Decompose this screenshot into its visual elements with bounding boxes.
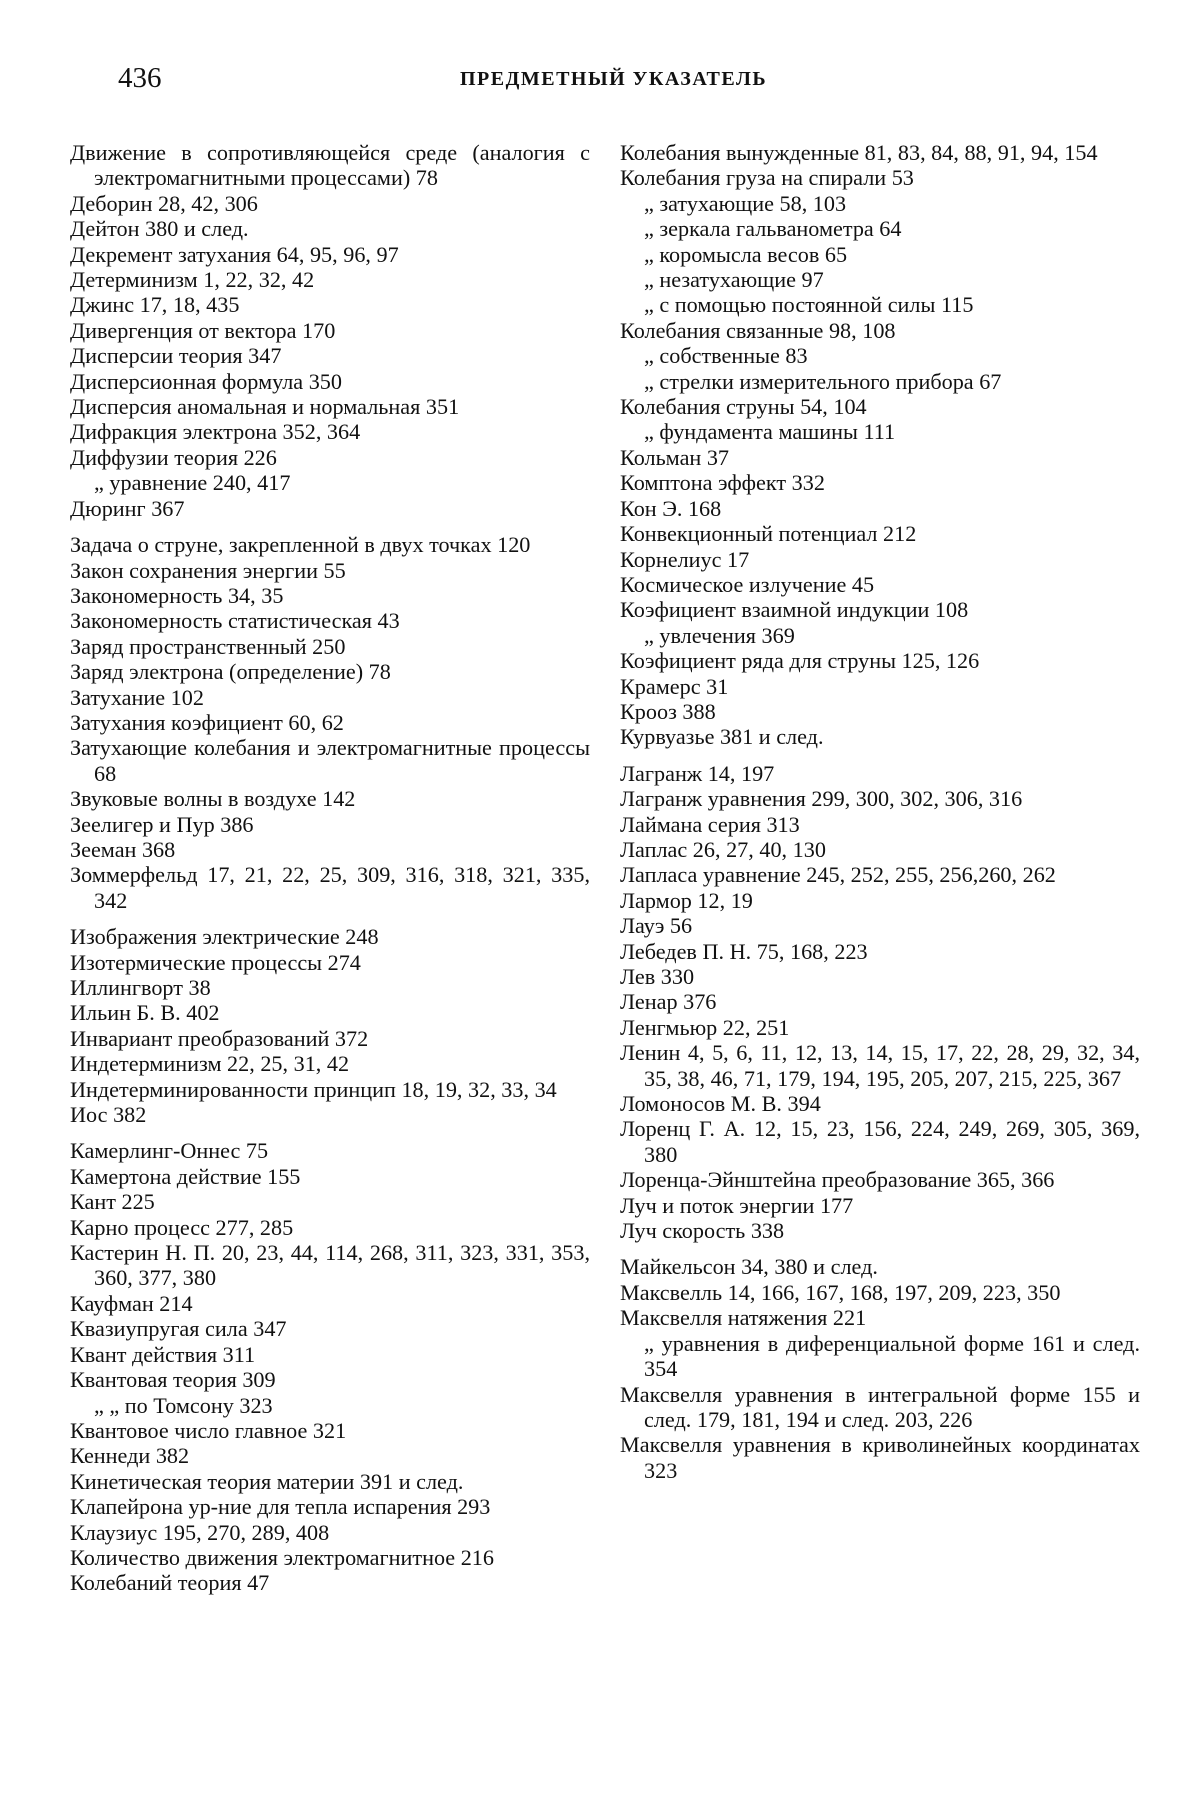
index-entry-text: Зоммерфельд 17, 21, 22, 25, 309, 316, 318, 321, 335, 342	[70, 862, 590, 913]
index-entry-text: Конвекционный потенциал 212	[620, 521, 917, 547]
index-entry-text: Майкельсон 34, 380 и след.	[620, 1254, 878, 1280]
index-entry	[70, 470, 590, 495]
index-entry-text: „ собственные 83	[644, 343, 808, 369]
index-entry-text: Максвелль 14, 166, 167, 168, 197, 209, 223, 350	[620, 1279, 1061, 1305]
index-entry	[620, 191, 1140, 216]
index-entry	[620, 1218, 1140, 1243]
index-entry	[620, 140, 1140, 165]
index-entry	[620, 343, 1140, 368]
index-entry-text: Колебания связанные 98, 108	[620, 317, 896, 343]
index-entry-text: Затухание 102	[70, 684, 204, 710]
index-entry-text: Клаузиус 195, 270, 289, 408	[70, 1519, 330, 1545]
index-entry	[70, 216, 590, 241]
index-entry	[70, 1367, 590, 1392]
index-entry-text: Изотермические процессы 274	[70, 949, 361, 975]
index-entry	[70, 1469, 590, 1494]
index-entry	[620, 648, 1140, 673]
index-entry-text: Лаймана серия 313	[620, 811, 800, 837]
index-entry	[70, 496, 590, 521]
index-column-right	[620, 140, 1140, 1483]
index-entry-text: Лев 330	[620, 964, 695, 989]
index-entry-text: „ уравнение 240, 417	[94, 470, 291, 496]
index-entry	[620, 419, 1140, 444]
index-entry	[620, 318, 1140, 343]
index-entry	[620, 1305, 1140, 1330]
index-entry-text: Закономерность 34, 35	[70, 582, 284, 608]
index-entry-text: Дейтон 380 и след.	[70, 216, 249, 242]
index-entry-text: Зееман 368	[70, 836, 176, 862]
index-entry	[70, 1443, 590, 1468]
index-entry	[620, 496, 1140, 521]
index-entry	[70, 583, 590, 608]
index-entry	[620, 394, 1140, 419]
index-entry	[620, 888, 1140, 913]
running-title: ПРЕДМЕТНЫЙ УКАЗАТЕЛЬ	[460, 68, 768, 90]
index-entry	[620, 521, 1140, 546]
index-entry	[620, 674, 1140, 699]
index-entry-text: Движение в сопротивляющейся среде (аналогия с электромагнитными процессами) 78	[70, 140, 590, 191]
index-entry-text: Кант 225	[70, 1189, 155, 1215]
index-entry-text: Карно процесс 277, 285	[70, 1214, 294, 1240]
index-entry	[620, 292, 1140, 317]
index-entry	[620, 1091, 1140, 1116]
index-entry	[70, 1138, 590, 1163]
index-entry-text: Коэфициент взаимной индукции 108	[620, 597, 969, 623]
index-entry-text: Затухающие колебания и электромагнитные процессы 68	[70, 735, 590, 786]
index-entry-text: „ фундамента машины 111	[644, 419, 896, 445]
index-entry	[70, 735, 590, 786]
index-entry-text: Затухания коэфициент 60, 62	[70, 709, 344, 735]
index-entry-text: Кольман 37	[620, 444, 730, 470]
index-entry	[70, 343, 590, 368]
index-entry	[620, 786, 1140, 811]
index-entry-text: Лапласа уравнение 245, 252, 255, 256,260, 262	[620, 862, 1056, 888]
index-entry-text: Иос 382	[70, 1102, 147, 1128]
index-entry	[70, 1494, 590, 1519]
index-entry-text: Ломоносов М. В. 394	[620, 1091, 821, 1117]
index-entry	[70, 140, 590, 191]
index-entry-text: Диффузии теория 226	[70, 444, 277, 470]
index-entry-text: Джинс 17, 18, 435	[70, 292, 240, 318]
index-entry	[620, 699, 1140, 724]
index-entry-text: „ зеркала гальванометра 64	[644, 216, 902, 242]
index-entry-text: Звуковые волны в воздухе 142	[70, 786, 356, 812]
index-entry	[70, 1570, 590, 1595]
index-entry-text: Лоренца-Эйнштейна преобразование 365, 366	[620, 1167, 1055, 1193]
index-entry	[70, 1520, 590, 1545]
index-entry	[620, 547, 1140, 572]
index-entry	[620, 267, 1140, 292]
index-entry-text: Коэфициент ряда для струны 125, 126	[620, 648, 980, 674]
index-entry-text: Колебания груза на спирали 53	[620, 165, 914, 191]
index-entry	[70, 1316, 590, 1341]
index-entry-text: Луч скорость 338	[620, 1218, 785, 1244]
index-entry	[70, 292, 590, 317]
index-entry	[620, 862, 1140, 887]
index-entry	[70, 1026, 590, 1051]
index-entry-text: „ увлечения 369	[644, 622, 795, 648]
index-entry-text: „ стрелки измерительного прибора 67	[644, 368, 1002, 394]
index-entry-text: Комптона эффект 332	[620, 470, 825, 496]
index-entry	[620, 939, 1140, 964]
index-entry	[70, 1418, 590, 1443]
index-entry-text: Камертона действие 155	[70, 1163, 301, 1189]
index-entry	[620, 445, 1140, 470]
index-entry-text: Количество движения электромагнитное 216	[70, 1544, 494, 1570]
index-entry-text: Квантовое число главное 321	[70, 1417, 347, 1443]
index-entry	[70, 1051, 590, 1076]
index-entry-text: Индетерминизм 22, 25, 31, 42	[70, 1051, 350, 1077]
index-entry-text: Кон Э. 168	[620, 495, 722, 521]
index-column-left	[70, 140, 590, 1596]
index-entry	[70, 710, 590, 735]
index-entry-text: „ „ по Томсону 323	[94, 1392, 273, 1418]
index-entry	[70, 558, 590, 583]
index-entry	[620, 369, 1140, 394]
index-entry-text: Дисперсии теория 347	[70, 343, 282, 369]
index-entry	[620, 1331, 1140, 1382]
index-entry-text: Лаплас 26, 27, 40, 130	[620, 836, 826, 862]
index-entry-text: Кинетическая теория материи 391 и след.	[70, 1468, 464, 1494]
index-entry	[620, 1382, 1140, 1433]
index-entry	[620, 1193, 1140, 1218]
index-entry	[70, 812, 590, 837]
index-entry-text: Лоренц Г. А. 12, 15, 23, 156, 224, 249, 269, 305, 369, 380	[620, 1116, 1140, 1167]
index-entry-text: Закон сохранения энергии 55	[70, 557, 346, 583]
index-entry-text: Индетерминированности принцип 18, 19, 32, 33, 34	[70, 1076, 557, 1102]
index-entry-text: Кауфман 214	[70, 1290, 193, 1316]
index-entry	[70, 318, 590, 343]
index-entry	[620, 242, 1140, 267]
index-entry	[620, 470, 1140, 495]
index-entry-text: Космическое излучение 45	[620, 571, 875, 597]
index-entry	[70, 1291, 590, 1316]
index-entry-text: Квант действия 311	[70, 1341, 256, 1367]
index-entry	[70, 191, 590, 216]
index-entry-text: Лагранж 14, 197	[620, 760, 775, 786]
index-entry	[70, 1077, 590, 1102]
index-entry	[70, 924, 590, 949]
index-entry-text: „ коромысла весов 65	[644, 241, 848, 267]
index-entry-text: Крооз 388	[620, 698, 716, 724]
index-entry-text: Дисперсионная формула 350	[70, 368, 342, 394]
index-entry-text: Лагранж уравнения 299, 300, 302, 306, 316	[620, 786, 1023, 812]
index-entry-text: Декремент затухания 64, 95, 96, 97	[70, 241, 399, 267]
index-entry	[70, 786, 590, 811]
index-entry	[70, 267, 590, 292]
index-entry-text: Закономерность статистическая 43	[70, 608, 400, 634]
index-entry-text: Луч и поток энергии 177	[620, 1192, 854, 1218]
index-entry-text: Изображения электрические 248	[70, 924, 379, 950]
index-entry	[620, 1040, 1140, 1091]
index-entry	[70, 419, 590, 444]
index-entry	[70, 445, 590, 470]
index-entry-text: Дисперсия аномальная и нормальная 351	[70, 394, 460, 420]
index-entry-text: Ленгмьюр 22, 251	[620, 1014, 790, 1040]
index-entry-text: Дивергенция от вектора 170	[70, 317, 336, 343]
index-entry	[70, 242, 590, 267]
index-entry-text: Колебаний теория 47	[70, 1570, 270, 1596]
index-entry-text: Камерлинг-Оннес 75	[70, 1138, 269, 1164]
index-entry	[70, 1102, 590, 1127]
index-entry	[620, 1116, 1140, 1167]
index-entry-text: „ незатухающие 97	[644, 267, 824, 293]
index-entry-text: Кастерин Н. П. 20, 23, 44, 114, 268, 311, 323, 331, 353, 360, 377, 380	[70, 1240, 590, 1291]
index-entry-text: Курвуазье 381 и след.	[620, 724, 824, 750]
index-entry	[70, 950, 590, 975]
index-entry	[620, 165, 1140, 190]
index-entry	[620, 1280, 1140, 1305]
index-entry	[70, 394, 590, 419]
index-entry-text: Иллингворт 38	[70, 975, 211, 1000]
index-entry-text: Корнелиус 17	[620, 546, 750, 572]
index-entry	[70, 1545, 590, 1570]
index-entry	[620, 1254, 1140, 1279]
index-entry-text: Крамерс 31	[620, 673, 729, 699]
index-entry	[70, 1393, 590, 1418]
index-entry	[620, 837, 1140, 862]
index-entry-text: Детерминизм 1, 22, 32, 42	[70, 267, 315, 293]
index-entry-text: Лармор 12, 19	[620, 887, 753, 913]
index-entry-text: Ильин Б. В. 402	[70, 1000, 220, 1026]
index-entry-text: Задача о струне, закрепленной в двух точках 120	[70, 532, 531, 558]
index-entry	[620, 597, 1140, 622]
index-entry	[620, 1432, 1140, 1483]
index-entry	[620, 724, 1140, 749]
index-entry	[620, 216, 1140, 241]
index-entry	[620, 964, 1140, 989]
index-entry	[620, 989, 1140, 1014]
index-entry	[620, 1015, 1140, 1040]
index-entry-text: Колебания струны 54, 104	[620, 394, 867, 420]
index-entry	[620, 1167, 1140, 1192]
index-entry-text: Дифракция электрона 352, 364	[70, 419, 361, 445]
index-entry-text: Максвелля уравнения в интегральной форме 155 и след. 179, 181, 194 и след. 203, 226	[620, 1381, 1140, 1432]
index-entry-text: Квазиупругая сила 347	[70, 1316, 287, 1342]
index-entry-text: Инвариант преобразований 372	[70, 1025, 369, 1051]
index-entry	[620, 812, 1140, 837]
index-entry-text: Лауэ 56	[620, 913, 693, 939]
index-entry-text: „ затухающие 58, 103	[644, 190, 847, 216]
index-entry-text: Квантовая теория 309	[70, 1367, 276, 1393]
index-entry-text: Деборин 28, 42, 306	[70, 190, 258, 216]
index-entry-text: Максвелля натяжения 221	[620, 1305, 867, 1331]
index-entry	[70, 1342, 590, 1367]
index-entry	[70, 1215, 590, 1240]
index-entry-text: Лебедев П. Н. 75, 168, 223	[620, 938, 868, 964]
index-entry	[70, 1000, 590, 1025]
index-entry	[620, 913, 1140, 938]
index-entry	[70, 1189, 590, 1214]
index-entry-text: Колебания вынужденные 81, 83, 84, 88, 91, 94, 154	[620, 140, 1098, 165]
index-entry	[70, 862, 590, 913]
index-entry-text: Кеннеди 382	[70, 1443, 190, 1469]
index-entry	[70, 532, 590, 557]
index-entry	[70, 975, 590, 1000]
index-entry	[620, 572, 1140, 597]
index-entry-text: „ с помощью постоянной силы 115	[644, 292, 974, 318]
index-entry-text: Заряд электрона (определение) 78	[70, 659, 391, 685]
index-entry	[70, 837, 590, 862]
index-entry-text: Максвелля уравнения в криволинейных координатах 323	[620, 1432, 1140, 1483]
page-number: 436	[118, 62, 162, 94]
index-entry	[70, 659, 590, 684]
index-entry-text: Клапейрона ур-ние для тепла испарения 293	[70, 1494, 491, 1520]
index-entry	[70, 685, 590, 710]
page-header	[0, 62, 1200, 102]
index-entry	[70, 634, 590, 659]
index-entry-text: Ленар 376	[620, 989, 717, 1015]
index-entry	[70, 369, 590, 394]
index-entry	[620, 623, 1140, 648]
index-entry	[70, 1240, 590, 1291]
index-entry	[70, 608, 590, 633]
index-entry	[70, 1164, 590, 1189]
index-entry-text: Дюринг 367	[70, 495, 185, 521]
index-entry-text: „ уравнения в диференциальной форме 161 и след. 354	[644, 1330, 1140, 1382]
index-entry	[620, 761, 1140, 786]
index-entry-text: Зеелигер и Пур 386	[70, 811, 254, 837]
index-entry-text: Ленин 4, 5, 6, 11, 12, 13, 14, 15, 17, 22, 28, 29, 32, 34, 35, 38, 46, 71, 179, 194, 195, 205, 207, 215, 225, 367	[620, 1040, 1140, 1091]
index-entry-text: Заряд пространственный 250	[70, 633, 346, 659]
